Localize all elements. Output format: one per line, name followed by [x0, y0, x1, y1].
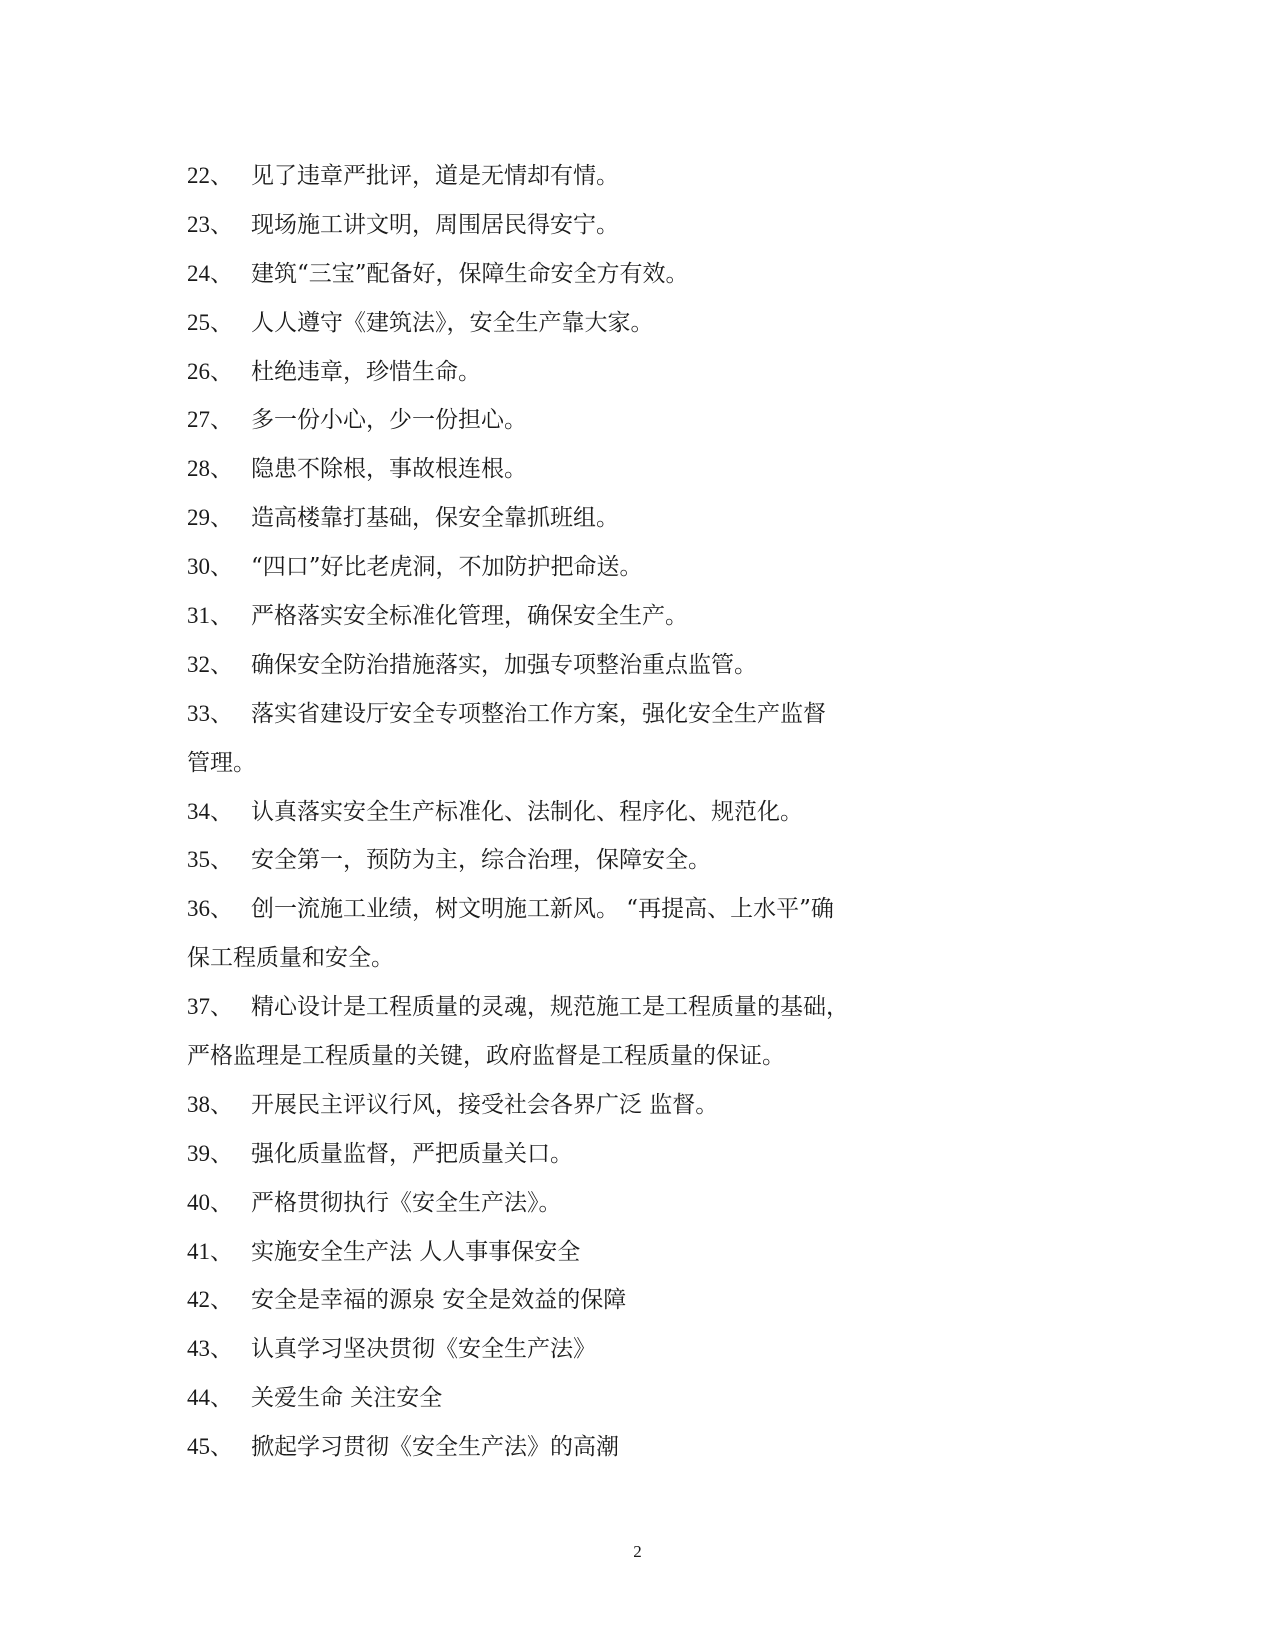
item-text: 见了违章严批评，道是无情却有情。: [251, 163, 619, 189]
item-number: 42、: [187, 1287, 233, 1313]
item-number: 30、: [187, 554, 233, 580]
list-item: [187, 1130, 907, 1179]
item-number: 25、: [187, 309, 233, 335]
item-number: 41、: [187, 1238, 233, 1264]
item-text: 开展民主评议行风，接受社会各界广泛 监督。: [251, 1091, 719, 1118]
list-item: [187, 299, 907, 348]
item-number: 39、: [187, 1140, 233, 1166]
item-text-continuation: 保工程质量和安全。: [187, 945, 394, 972]
item-text: “四口”好比老虎洞，不加防护把命送。: [251, 554, 643, 581]
item-number: 31、: [187, 603, 233, 629]
item-text-continuation: 管理。: [187, 749, 256, 776]
item-text: 精心设计是工程质量的灵魂，规范施工是工程质量的基础，: [251, 994, 849, 1021]
item-number: 23、: [187, 211, 233, 237]
list-item: [187, 201, 907, 250]
item-text: 认真落实安全生产标准化、法制化、程序化、规范化。: [251, 798, 803, 825]
item-text: 严格贯彻执行《安全生产法》。: [251, 1189, 562, 1216]
item-number: 28、: [187, 456, 233, 482]
item-number: 43、: [187, 1336, 233, 1362]
item-number: 34、: [187, 798, 233, 824]
list-item: [187, 690, 907, 739]
item-text: 安全第一，预防为主，综合治理，保障安全。: [251, 847, 711, 874]
item-text: 确保安全防治措施落实，加强专项整治重点监管。: [251, 651, 757, 678]
list-item: [187, 1325, 907, 1374]
item-number: 32、: [187, 651, 233, 677]
item-number: 29、: [187, 505, 233, 531]
item-number: 26、: [187, 358, 233, 384]
item-text: 杜绝违章，珍惜生命。: [251, 358, 481, 385]
item-text: 造高楼靠打基础，保安全靠抓班组。: [251, 505, 619, 532]
page-number: 2: [633, 1542, 642, 1561]
list-item: [187, 1081, 907, 1130]
list-item: [187, 1276, 907, 1325]
item-number: 37、: [187, 994, 233, 1020]
list-item-continuation: [187, 1032, 907, 1081]
list-item-continuation: [187, 739, 907, 788]
list-item: [187, 445, 907, 494]
list-item: [187, 152, 907, 201]
item-text: 创一流施工业绩，树文明施工新风。 “再提高、上水平”确: [251, 896, 834, 923]
item-number: 22、: [187, 163, 233, 188]
list-item: [187, 1374, 907, 1423]
list-item: [187, 1228, 907, 1277]
list-item: [187, 1423, 907, 1472]
item-number: 40、: [187, 1189, 233, 1215]
list-item: [187, 543, 907, 592]
item-text: 建筑“三宝”配备好，保障生命安全方有效。: [251, 260, 689, 287]
item-number: 35、: [187, 847, 233, 873]
list-item: [187, 592, 907, 641]
item-text: 强化质量监督，严把质量关口。: [251, 1140, 573, 1167]
item-number: 38、: [187, 1091, 233, 1117]
item-text: 认真学习坚决贯彻《安全生产法》: [251, 1336, 596, 1363]
item-text: 严格落实安全标准化管理，确保安全生产。: [251, 603, 688, 630]
item-text: 人人遵守《建筑法》，安全生产靠大家。: [251, 309, 654, 336]
item-text: 多一份小心，少一份担心。: [251, 407, 527, 434]
list-item: [187, 836, 907, 885]
slogan-list: [187, 152, 907, 1472]
item-text-continuation: 严格监理是工程质量的关键，政府监督是工程质量的保证。: [187, 1043, 785, 1070]
list-item: [187, 641, 907, 690]
item-number: 45、: [187, 1434, 233, 1460]
list-item: [187, 983, 907, 1032]
item-number: 36、: [187, 896, 233, 922]
item-text: 掀起学习贯彻《安全生产法》的高潮: [251, 1434, 619, 1461]
list-item: [187, 1179, 907, 1228]
item-number: 44、: [187, 1385, 233, 1411]
item-text: 现场施工讲文明，周围居民得安宁。: [251, 211, 619, 238]
item-number: 24、: [187, 260, 233, 286]
item-text: 落实省建设厅安全专项整治工作方案，强化安全生产监督: [251, 700, 826, 727]
list-item: [187, 885, 907, 934]
item-text: 实施安全生产法 人人事事保安全: [251, 1238, 581, 1265]
list-item: [187, 494, 907, 543]
item-number: 27、: [187, 407, 233, 433]
list-item-continuation: [187, 934, 907, 983]
list-item: [187, 788, 907, 837]
item-text: 关爱生命 关注安全: [251, 1385, 443, 1412]
list-item: [187, 396, 907, 445]
item-text: 安全是幸福的源泉 安全是效益的保障: [251, 1287, 627, 1314]
list-item: [187, 348, 907, 397]
list-item: [187, 250, 907, 299]
item-number: 33、: [187, 700, 233, 726]
item-text: 隐患不除根，事故根连根。: [251, 456, 527, 483]
